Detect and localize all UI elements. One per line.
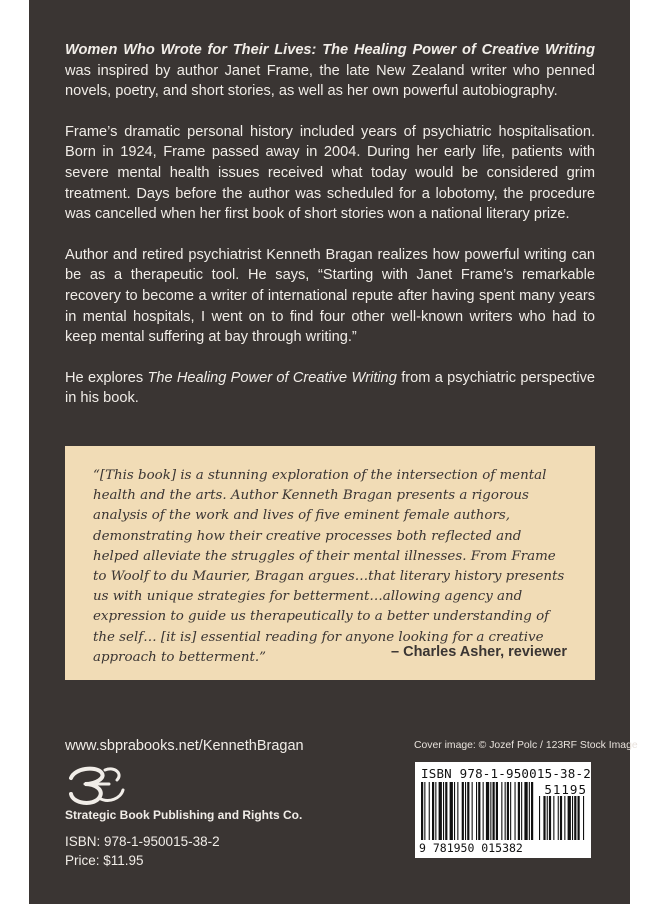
barcode-bar: [515, 782, 516, 840]
barcode-bar: [439, 782, 442, 840]
barcode-addon-bar: [549, 796, 551, 840]
publisher-logo-icon: [65, 764, 127, 806]
back-cover: [29, 0, 638, 904]
barcode-bar: [432, 782, 434, 840]
book-title: Women Who Wrote for Their Lives: The Healing Power of Creative Writing: [65, 42, 595, 58]
barcode-digits: 9 781950 015382: [419, 841, 523, 855]
barcode-bar: [457, 782, 458, 840]
barcode-bar: [529, 782, 530, 840]
barcode-bar: [421, 782, 423, 840]
publisher-name: Strategic Book Publishing and Rights Co.: [65, 808, 303, 822]
barcode-addon-bar: [574, 796, 576, 840]
review-attribution: – Charles Asher, reviewer: [391, 644, 567, 660]
description-paragraph-4: He explores The Healing Power of Creative Writing from a psychiatric perspective in his book.: [65, 369, 595, 407]
barcode-bar: [454, 782, 455, 840]
barcode-addon-bar: [564, 796, 565, 840]
barcode-bar: [443, 782, 444, 840]
barcode-bar: [467, 782, 469, 840]
barcode-bar: [450, 782, 453, 840]
barcode-bar: [486, 782, 489, 840]
barcode-addon-bar: [547, 796, 548, 840]
barcode-bar: [501, 782, 502, 840]
barcode-price-code: 51195: [544, 782, 587, 797]
barcode-bar: [478, 782, 480, 840]
barcode-bar: [524, 782, 527, 840]
barcode-bar: [424, 782, 425, 840]
barcode-addon-bar: [543, 796, 545, 840]
barcode-addon-bar: [558, 796, 559, 840]
barcode-bar: [510, 782, 511, 840]
barcode-bar: [493, 782, 495, 840]
barcode-bar: [490, 782, 491, 840]
barcode: [415, 762, 591, 858]
publisher-website: www.sbprabooks.net/KennethBragan: [65, 738, 304, 754]
barcode-bar: [483, 782, 484, 840]
description-paragraph-3: Author and retired psychiatrist Kenneth Bragan realizes how powerful writing can be as a therapeutic tool. He says, “Starting with Janet Frame’s remarkable recovery to become a writer of international repute after having spent many years in mental hospitals, I went on to find four other well-known writers who had to keep mental suffering at bay through writing.”: [65, 246, 595, 346]
review-box: [65, 446, 595, 680]
barcode-addon-bar: [578, 796, 580, 840]
description-paragraph-2: Frame’s dramatic personal history included years of psychiatric hospitalisation. Born in 1924, Frame passed away in 2004. During her early life, patients with severe mental health issues received what today would be considered grim treatment. Days before the author was scheduled for a lobotomy, the procedure was cancelled when her first book of short stories won a national literary prize.: [65, 123, 595, 223]
barcode-bar: [472, 782, 473, 840]
barcode-bar: [465, 782, 466, 840]
barcode-bar: [507, 782, 509, 840]
barcode-addon-bar: [583, 796, 584, 840]
barcode-addon-bar: [572, 796, 573, 840]
description-paragraph-1: [65, 40, 595, 102]
barcode-bar: [445, 782, 447, 840]
paragraph-1-text: was inspired by author Janet Frame, the late New Zealand writer who penned novels, poetry, and short stories, as well as her own powerful autobiography.: [65, 62, 595, 100]
barcode-bar: [476, 782, 477, 840]
barcode-bar: [429, 782, 430, 840]
barcode-addon-bar: [560, 796, 562, 840]
barcode-bar: [531, 782, 533, 840]
barcode-bar: [435, 782, 436, 840]
barcode-bar: [462, 782, 464, 840]
barcode-addon-bar: [539, 796, 540, 840]
book-title-italic: The Healing Power of Creative Writing: [147, 369, 397, 386]
isbn-text: ISBN: 978-1-950015-38-2: [65, 834, 220, 849]
price-text: Price: $11.95: [65, 853, 144, 868]
cover-image-credit: Cover image: © Jozef Polc / 123RF Stock Image: [414, 740, 638, 751]
barcode-addon-bar: [568, 796, 571, 840]
isbn-price-block: [65, 832, 220, 870]
barcode-addon-bar: [553, 796, 554, 840]
barcode-bar: [521, 782, 522, 840]
barcode-bar: [505, 782, 506, 840]
barcode-bar: [518, 782, 520, 840]
barcode-isbn-label: ISBN 978-1-950015-38-2: [421, 766, 591, 781]
barcode-bar: [496, 782, 498, 840]
description: [65, 40, 595, 429]
review-quote: “[This book] is a stunning exploration of the intersection of mental health and the arts. Author Kenneth Bragan presents a rigorous analysis of the work and lives of five eminent female authors, demonstrating how their creative processes both reflected and helped alleviate the struggles of their mental illnesses. From Frame to Woolf to du Maurier, Bragan argues…that literary history presents us with unique strategies for betterment…allowing agency and expression to guide us therapeutically to a better understanding of the self… [it is] essential reading for anyone looking for a creative approach to betterment.”: [93, 468, 565, 665]
